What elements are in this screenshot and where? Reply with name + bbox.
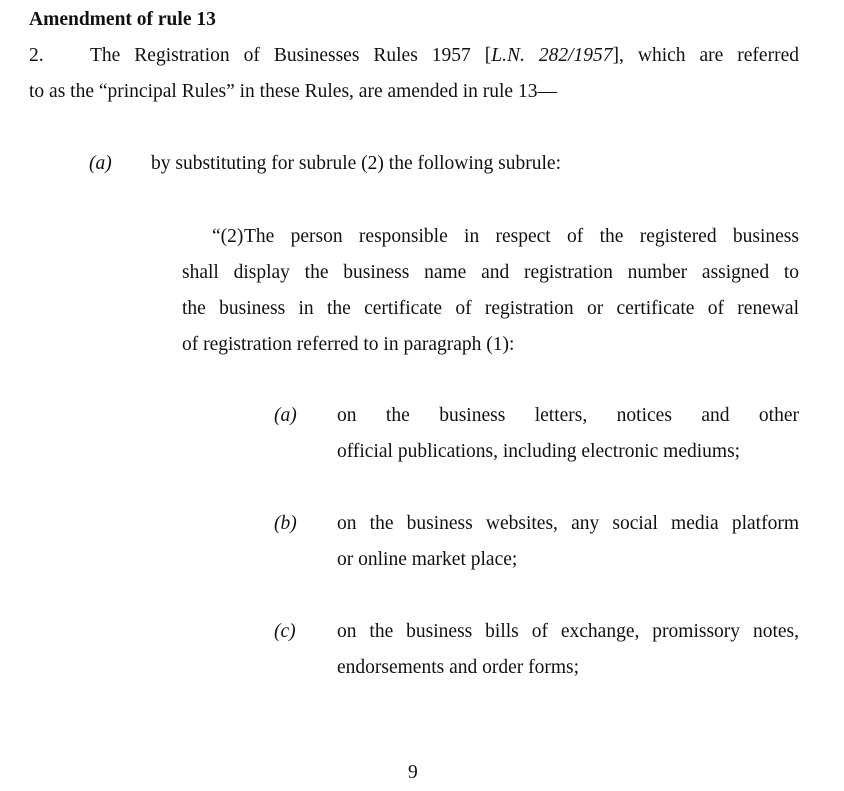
paragraph-line-1-end: ], which are referred xyxy=(612,45,799,66)
subrule-line-1-text: The person responsible in respect of the registered business xyxy=(244,226,799,247)
subitem-label: (c) xyxy=(274,621,296,642)
item-text: by substituting for subrule (2) the following subrule: xyxy=(151,153,561,174)
section-heading: Amendment of rule 13 xyxy=(29,9,216,30)
paragraph-line-2: to as the “principal Rules” in these Rules, are amended in rule 13— xyxy=(29,81,557,102)
subitem-line-1: on the business websites, any social media platform xyxy=(337,513,799,534)
substituted-subrule xyxy=(182,219,799,363)
subitem-line-2: or online market place; xyxy=(337,549,518,570)
subrule-line-3: the business in the certificate of registration or certificate of renewal xyxy=(182,298,799,319)
subitem-line-2: official publications, including electronic mediums; xyxy=(337,441,741,462)
subitem-text xyxy=(337,614,799,686)
subitem-line-1: on the business bills of exchange, promissory notes, xyxy=(337,621,799,642)
paragraph-line-1-start: The Registration of Businesses Rules 1957 [ xyxy=(90,45,492,66)
paragraph-2 xyxy=(29,38,799,110)
page-number: 9 xyxy=(408,762,418,783)
subitem-text xyxy=(337,398,799,470)
subitem-text xyxy=(337,506,799,578)
subitem-label: (a) xyxy=(274,405,297,426)
citation: L.N. 282/1957 xyxy=(491,45,613,66)
subitem-label: (b) xyxy=(274,513,297,534)
subrule-line-4: of registration referred to in paragraph (1): xyxy=(182,334,515,355)
subrule-number: “(2) xyxy=(212,226,244,247)
amendment-item-a xyxy=(89,146,561,182)
paragraph-line-1-text xyxy=(90,38,799,74)
paragraph-number: 2. xyxy=(29,45,44,66)
item-label: (a) xyxy=(89,153,112,174)
subitem-line-2: endorsements and order forms; xyxy=(337,657,580,678)
subrule-line-2: shall display the business name and registration number assigned to xyxy=(182,262,799,283)
subitem-line-1: on the business letters, notices and other xyxy=(337,405,799,426)
subrule-line-1 xyxy=(182,219,799,255)
paragraph-line-1 xyxy=(29,38,799,74)
